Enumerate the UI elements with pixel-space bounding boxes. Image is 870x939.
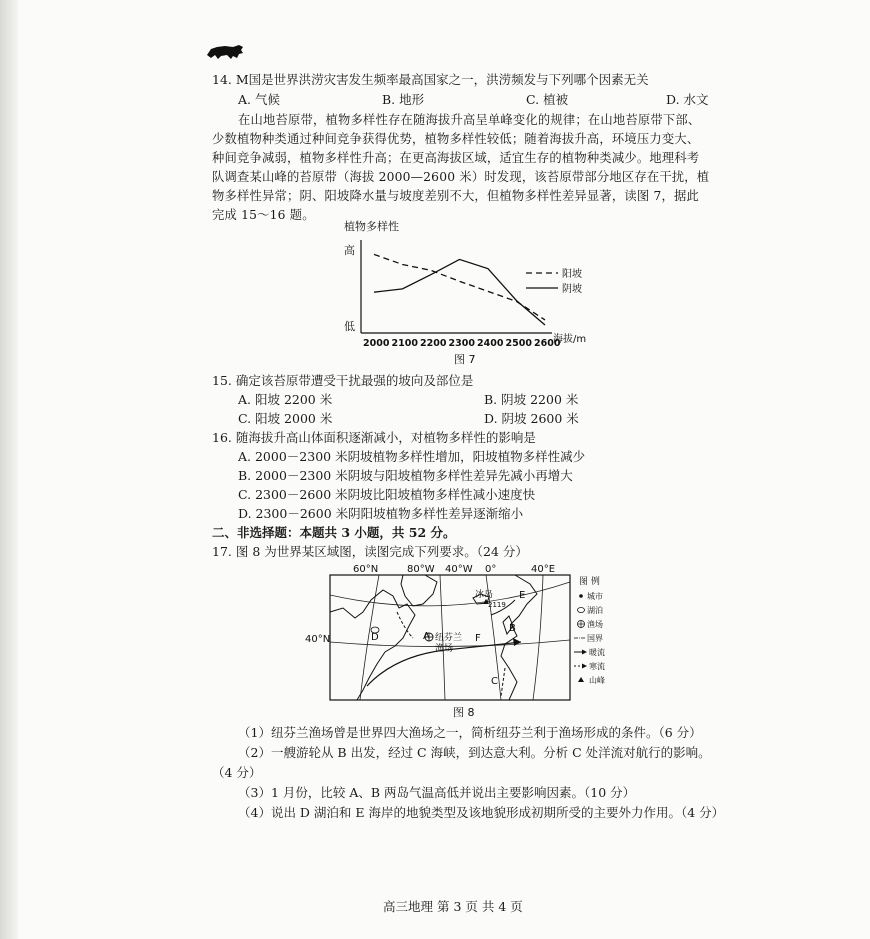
passage-line-1: 在山地苔原带，植物多样性存在随海拔升高呈单峰变化的规律；在山地苔原带下部、 bbox=[238, 113, 701, 127]
passage-line-5: 物多样性异常；阴、阳坡降水量与坡度差别不大，但植物多样性差异显著，读图 7，据此 bbox=[212, 189, 700, 203]
legend-peak-icon bbox=[578, 677, 584, 682]
figure-7-chart bbox=[330, 218, 600, 368]
series-line-yinpo bbox=[374, 259, 545, 325]
q14-option-b: B. 地形 bbox=[382, 92, 425, 107]
map-parallel-60n bbox=[330, 582, 570, 606]
chart-x-tick: 2200 bbox=[420, 338, 447, 349]
chart-x-tick: 2300 bbox=[448, 338, 475, 349]
chart-x-tick: 2400 bbox=[477, 338, 504, 349]
q15-option-b: B. 阴坡 2200 米 bbox=[484, 392, 579, 407]
legend-lake: 湖泊 bbox=[587, 606, 603, 615]
map-label-fishery-2: 渔场 bbox=[435, 644, 454, 654]
figure-8-map bbox=[305, 560, 610, 720]
q17-sub-1: （1）纽芬兰渔场曾是世界四大渔场之一，简析纽芬兰利于渔场形成的条件。（6 分） bbox=[238, 725, 702, 740]
legend-label-yinpo: 阴坡 bbox=[562, 284, 582, 295]
q15-stem: 15. 确定该苔原带遭受干扰最强的坡向及部位是 bbox=[212, 373, 474, 388]
q17-sub-2: （2）一艘游轮从 B 出发，经过 C 海峡，到达意大利。分析 C 处洋流对航行的影响。 bbox=[238, 745, 711, 760]
q14-option-c: C. 植被 bbox=[526, 92, 569, 107]
map-meridian-40e bbox=[533, 575, 543, 700]
map-letter-e: E bbox=[519, 590, 526, 601]
q14-option-a: A. 气候 bbox=[238, 92, 280, 107]
map-label-fishery-1: 纽芬兰 bbox=[435, 633, 463, 643]
q17-sub-2-score: （4 分） bbox=[212, 765, 262, 780]
page-footer: 高三地理 第 3 页 共 4 页 bbox=[383, 899, 523, 914]
legend-label-yangpo: 阳坡 bbox=[562, 269, 582, 280]
q17-sub-4: （4）说出 D 湖泊和 E 海岸的地貌类型及该地貌形成初期所受的主要外力作用。（4 分） bbox=[238, 805, 725, 820]
legend-border: 国界 bbox=[587, 634, 603, 643]
chart-y-low: 低 bbox=[344, 320, 355, 333]
map-label-peak: 2119 bbox=[488, 601, 506, 609]
legend-cold-current: 寒流 bbox=[589, 662, 605, 671]
passage-line-2: 少数植物种类通过种间竞争获得优势，植物多样性较低；随着海拔升高，环境压力变大、 bbox=[212, 132, 700, 146]
legend-lake-icon bbox=[578, 608, 585, 613]
q16-option-d: D. 2300－2600 米阴阳坡植物多样性差异逐渐缩小 bbox=[238, 506, 524, 521]
q16-option-a: A. 2000－2300 米阴坡植物多样性增加，阳坡植物多样性减少 bbox=[238, 449, 586, 464]
section-2-heading: 二、非选择题：本题共 3 小题，共 52 分。 bbox=[212, 525, 456, 540]
map-label-40e: 40°E bbox=[531, 564, 556, 575]
map-label-40n: 40°N bbox=[305, 634, 331, 645]
chart-x-tick: 2500 bbox=[505, 338, 532, 349]
passage-line-4: 队调查某山峰的苔原带（海拔 2000—2600 米）时发现，该苔原带部分地区存在干扰，植 bbox=[212, 170, 710, 184]
q15-option-c: C. 阳坡 2000 米 bbox=[238, 411, 333, 426]
passage-line-3: 种间竞争减弱，植物多样性升高；在更高海拔区域，适宜生存的植物种类减少。地理科考 bbox=[212, 151, 700, 165]
chart-x-tick: 2600 bbox=[534, 338, 561, 349]
map-legend-title: 图 例 bbox=[579, 577, 600, 587]
map-label-60n: 60°N bbox=[353, 564, 379, 575]
q17-sub-3: （3）1 月份，比较 A、B 两岛气温高低并说出主要影响因素。（10 分） bbox=[238, 785, 636, 800]
bull-logo-icon bbox=[205, 43, 247, 61]
map-label-80w: 80°W bbox=[407, 564, 435, 575]
map-greenland-coast bbox=[401, 575, 437, 606]
map-label-40w: 40°W bbox=[445, 564, 473, 575]
legend-city-icon bbox=[579, 594, 583, 598]
series-line-yangpo bbox=[374, 254, 545, 320]
chart-ylabel: 植物多样性 bbox=[344, 220, 399, 233]
q14-option-d: D. 水文 bbox=[666, 92, 709, 107]
map-letter-b: B bbox=[509, 623, 516, 634]
q17-stem: 17. 图 8 为世界某区域图，读图完成下列要求。（24 分） bbox=[212, 544, 528, 559]
chart-xlabel: 海拔/m bbox=[553, 334, 587, 345]
map-letter-a: A bbox=[423, 631, 430, 642]
q14-stem: 14. M国是世界洪涝灾害发生频率最高国家之一，洪涝频发与下列哪个因素无关 bbox=[212, 72, 649, 87]
legend-fishery: 渔场 bbox=[587, 620, 603, 629]
chart-x-tick: 2100 bbox=[391, 338, 418, 349]
figure-8-caption: 图 8 bbox=[453, 706, 475, 719]
map-letter-f: F bbox=[475, 633, 481, 644]
q15-option-a: A. 阳坡 2200 米 bbox=[238, 392, 333, 407]
q16-option-c: C. 2300－2600 米阴坡比阳坡植物多样性减小速度快 bbox=[238, 487, 536, 502]
map-letter-c: C bbox=[491, 676, 498, 687]
legend-peak: 山峰 bbox=[589, 676, 605, 685]
scan-edge-shadow bbox=[0, 0, 18, 939]
map-label-0: 0° bbox=[485, 564, 497, 575]
map-current-arrow-warm bbox=[513, 638, 521, 646]
map-letter-d: D bbox=[371, 632, 379, 643]
passage-line-6: 完成 15～16 题。 bbox=[212, 208, 315, 222]
map-canary-current bbox=[501, 668, 505, 696]
figure-7-caption: 图 7 bbox=[454, 353, 476, 366]
chart-x-tick: 2000 bbox=[363, 338, 390, 349]
chart-y-high: 高 bbox=[344, 244, 355, 257]
legend-city: 城市 bbox=[587, 592, 603, 601]
map-label-iceland: 冰岛 bbox=[475, 590, 494, 600]
legend-warm-current: 暖流 bbox=[589, 648, 605, 657]
q16-option-b: B. 2000－2300 米阴坡与阳坡植物多样性差异先减小再增大 bbox=[238, 468, 573, 483]
q15-option-d: D. 阴坡 2600 米 bbox=[484, 411, 579, 426]
q16-stem: 16. 随海拔升高山体面积逐渐减小，对植物多样性的影响是 bbox=[212, 430, 536, 445]
